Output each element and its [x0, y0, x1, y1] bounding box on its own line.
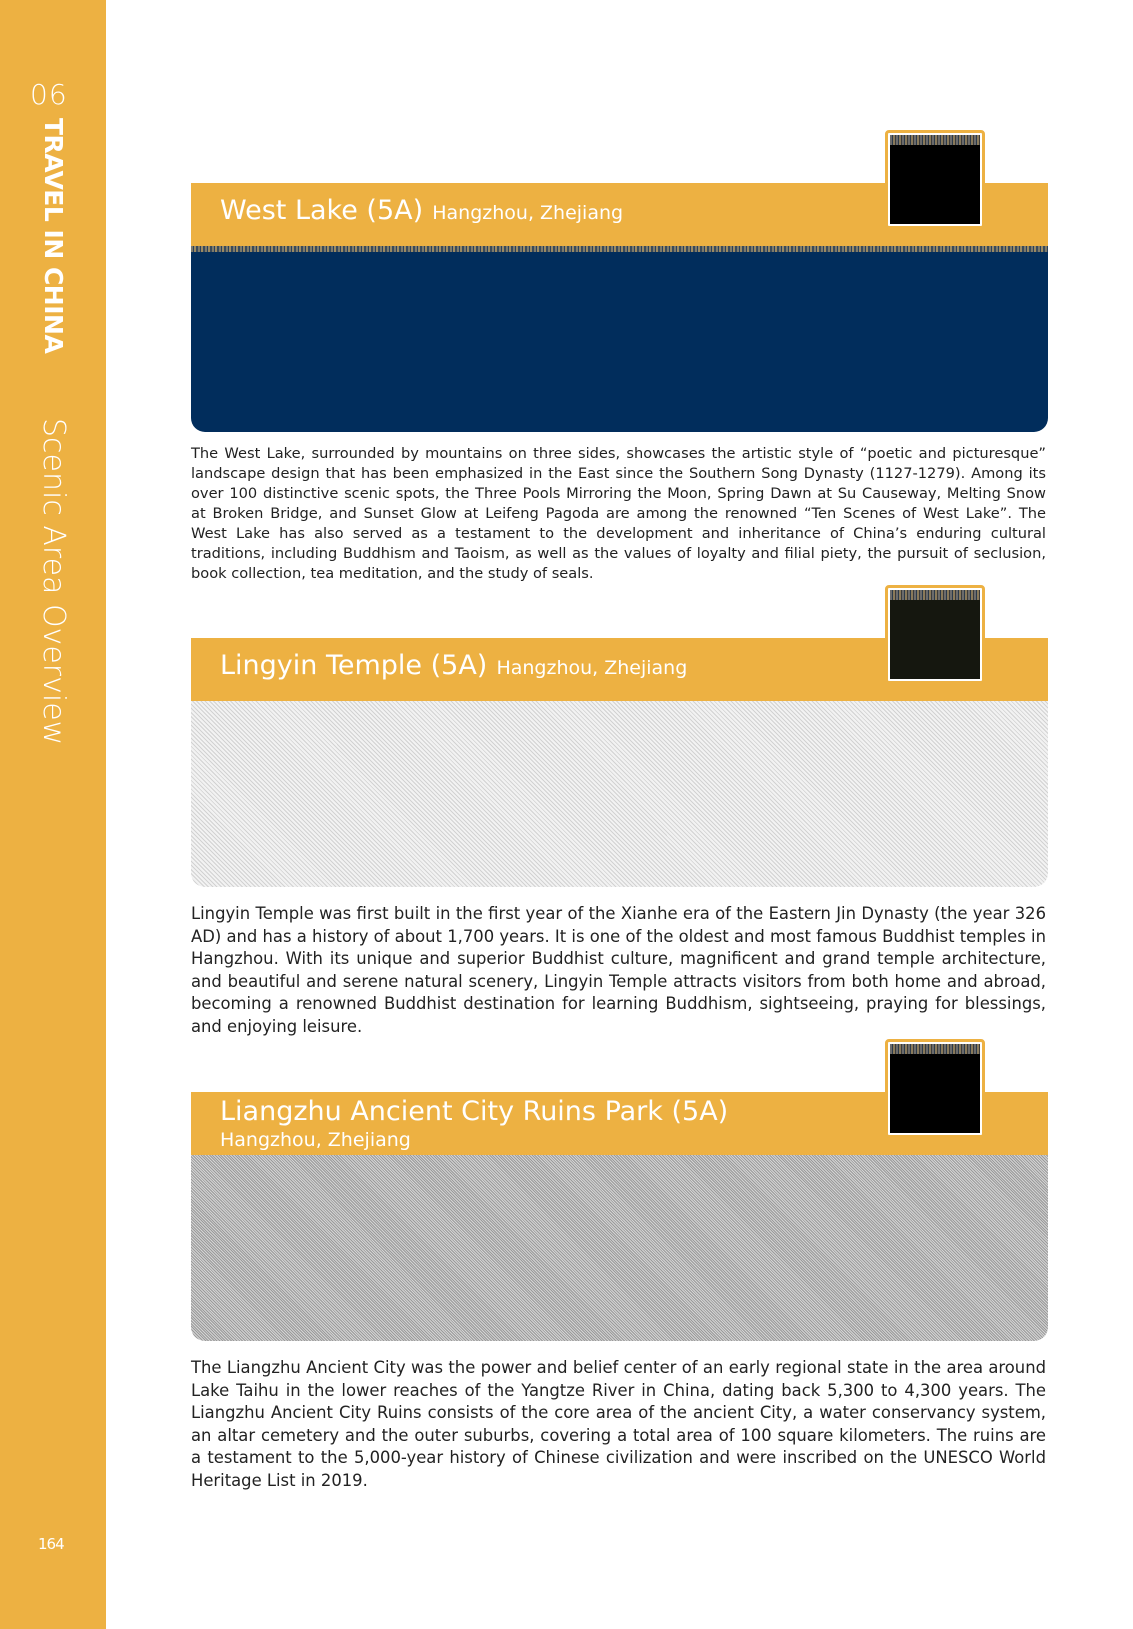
west-lake-photo	[191, 246, 1048, 432]
section-name: Scenic Area Overview	[36, 418, 71, 746]
liangzhu-ruins-photo	[191, 1155, 1048, 1341]
chapter-title: TRAVEL IN CHINA	[39, 118, 68, 354]
section-west-lake	[191, 130, 1048, 432]
section-title: Liangzhu Ancient City Ruins Park (5A)	[220, 1096, 729, 1127]
section-title: Lingyin Temple (5A)	[220, 650, 488, 681]
thumbnail-image	[890, 135, 980, 224]
thumbnail-image	[890, 590, 980, 679]
section-location: Hangzhou, Zhejiang	[220, 1129, 411, 1151]
thumbnail-frame	[885, 1039, 985, 1138]
section-title-row	[220, 650, 687, 681]
page-number: 164	[38, 1535, 64, 1553]
section-description: The Liangzhu Ancient City was the power and belief center of an early regional state in the area around Lake Taihu in the lower reaches of the Yangtze River in China, dating back 5,300 to 4,300 years. The Liangzhu Ancient City Ruins consists of the core area of the ancient City, a water conservancy system, an altar cemetery and the outer suburbs, covering a total area of 100 square kilometers. The ruins are a testament to the 5,000-year history of Chinese civilization and were inscribed on the UNESCO World Heritage List in 2019.	[191, 1358, 1046, 1490]
section-liangzhu	[191, 1039, 1048, 1341]
thumbnail-frame	[885, 130, 985, 229]
lingyin-temple-photo	[191, 701, 1048, 887]
section-title-row	[220, 1096, 728, 1127]
section-location: Hangzhou, Zhejiang	[496, 657, 688, 679]
section-lingyin-temple	[191, 585, 1048, 887]
section-description: The West Lake, surrounded by mountains on three sides, showcases the artistic style of “poetic and picturesque” landscape design that has been emphasized in the East since the Southern Song Dynasty (1127-1279). Among its over 100 distinctive scenic spots, the Three Pools Mirroring the Moon, Spring Dawn at Su Causeway, Melting Snow at Broken Bridge, and Sunset Glow at Leifeng Pagoda are among the renowned “Ten Scenes of West Lake”. The West Lake has also served as a testament to the development and inheritance of China’s enduring cultural traditions, including Buddhism and Taoism, as well as the values of loyalty and filial piety, the pursuit of seclusion, book collection, tea meditation, and the study of seals.	[191, 445, 1046, 582]
section-location: Hangzhou, Zhejiang	[432, 202, 624, 224]
thumbnail-frame	[885, 585, 985, 684]
sidebar	[0, 0, 106, 1629]
sidebar-vertical-text	[36, 118, 71, 746]
section-description: Lingyin Temple was first built in the first year of the Xianhe era of the Eastern Jin Dynasty (the year 326 AD) and has a history of about 1,700 years. It is one of the oldest and most famous Buddhist temples in Hangzhou. With its unique and superior Buddhist culture, magnificent and grand temple architecture, and beautiful and serene natural scenery, Lingyin Temple attracts visitors from both home and abroad, becoming a renowned Buddhist destination for learning Buddhism, sightseeing, praying for blessings, and enjoying leisure.	[191, 904, 1046, 1036]
thumbnail-image	[890, 1044, 980, 1133]
section-title: West Lake (5A)	[220, 195, 424, 226]
chapter-number: 06	[30, 78, 68, 111]
section-title-row	[220, 195, 623, 226]
